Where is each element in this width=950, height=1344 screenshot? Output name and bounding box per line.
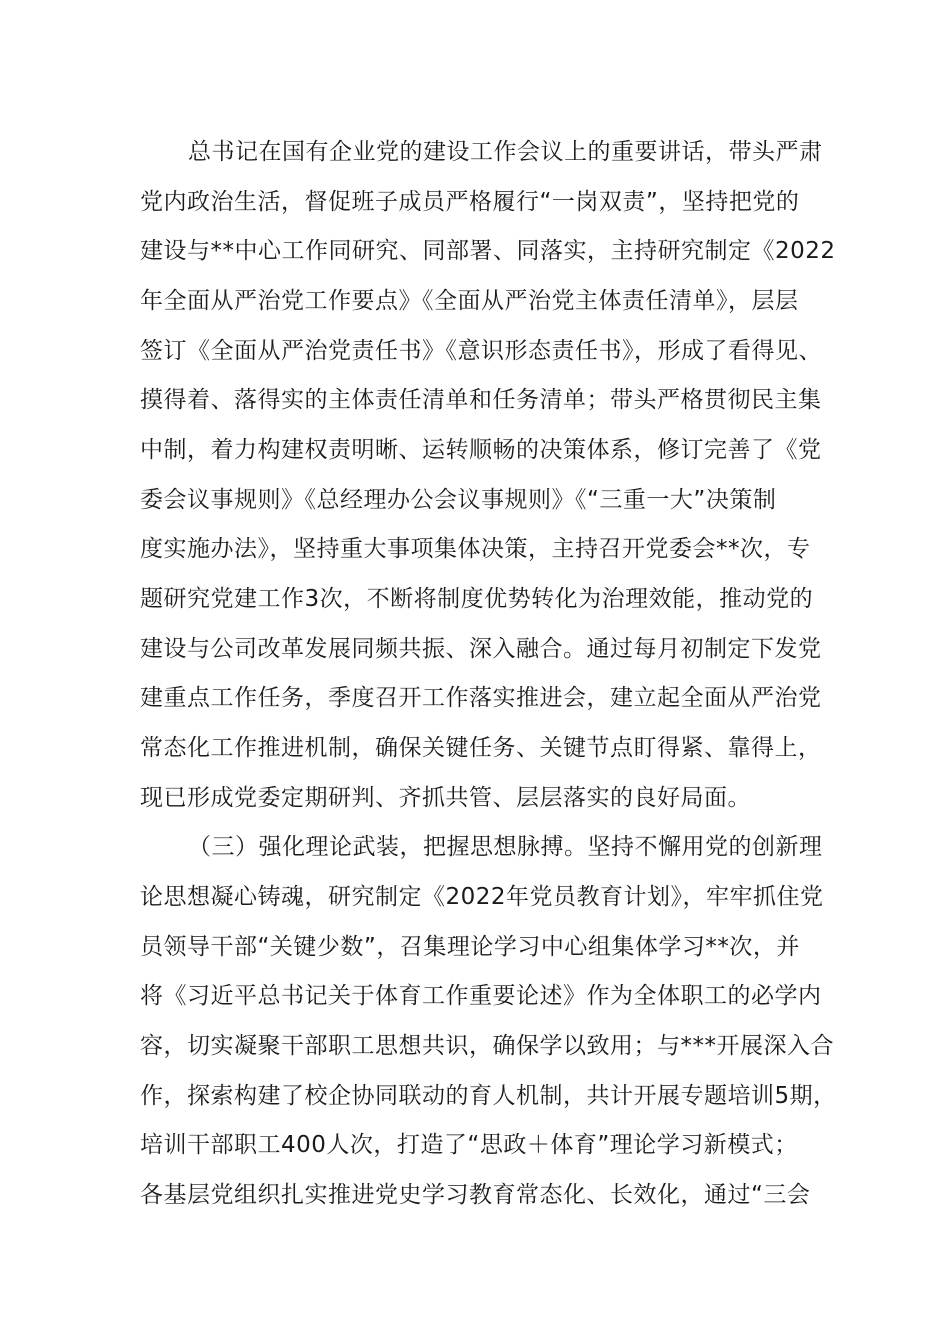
text-line: 年全面从严治党工作要点》《全面从严治党主体责任清单》，层层 — [140, 288, 799, 314]
text-line: 容，切实凝聚干部职工思想共识，确保学以致用；与***开展深入合 — [140, 1033, 834, 1059]
text-line: 总书记在国有企业党的建设工作会议上的重要讲话，带头严肃 — [188, 139, 823, 165]
text-line: （三）强化理论武装，把握思想脉搏。坚持不懈用党的创新理 — [188, 834, 823, 860]
text-line: 委会议事规则》《总经理办公会议事规则》《“三重一大”决策制 — [140, 487, 777, 513]
text-line: 作，探索构建了校企协同联动的育人机制，共计开展专题培训5期， — [140, 1083, 837, 1109]
text-line: 度实施办法》，坚持重大事项集体决策，主持召开党委会**次，专 — [140, 536, 811, 562]
text-line: 建重点工作任务，季度召开工作落实推进会，建立起全面从严治党 — [140, 685, 822, 711]
text-line: 常态化工作推进机制，确保关键任务、关键节点盯得紧、靠得上， — [140, 735, 822, 761]
text-line: 中制，着力构建权责明晰、运转顺畅的决策体系，修订完善了《党 — [140, 437, 822, 463]
text-line: 摸得着、落得实的主体责任清单和任务清单；带头严格贯彻民主集 — [140, 387, 822, 413]
text-line: 论思想凝心铸魂，研究制定《2022年党员教育计划》，牢牢抓住党 — [140, 884, 824, 910]
text-line: 各基层党组织扎实推进党史学习教育常态化、长效化，通过“三会 — [140, 1182, 811, 1208]
text-line: 党内政治生活，督促班子成员严格履行“一岗双责”，坚持把党的 — [140, 189, 800, 215]
text-line: 题研究党建工作3次，不断将制度优势转化为治理效能，推动党的 — [140, 586, 814, 612]
text-line: 现已形成党委定期研判、齐抓共管、层层落实的良好局面。 — [140, 785, 751, 811]
text-line: 建设与**中心工作同研究、同部署、同落实，主持研究制定《2022 — [140, 238, 836, 264]
text-line: 将《习近平总书记关于体育工作重要论述》作为全体职工的必学内 — [140, 983, 822, 1009]
text-line: 培训干部职工400人次，打造了“思政＋体育”理论学习新模式； — [140, 1132, 798, 1158]
text-line: 签订《全面从严治党责任书》《意识形态责任书》，形成了看得见、 — [140, 338, 822, 364]
text-line: 员领导干部“关键少数”，召集理论学习中心组集体学习**次，并 — [140, 934, 800, 960]
text-line: 建设与公司改革发展同频共振、深入融合。通过每月初制定下发党 — [140, 636, 822, 662]
